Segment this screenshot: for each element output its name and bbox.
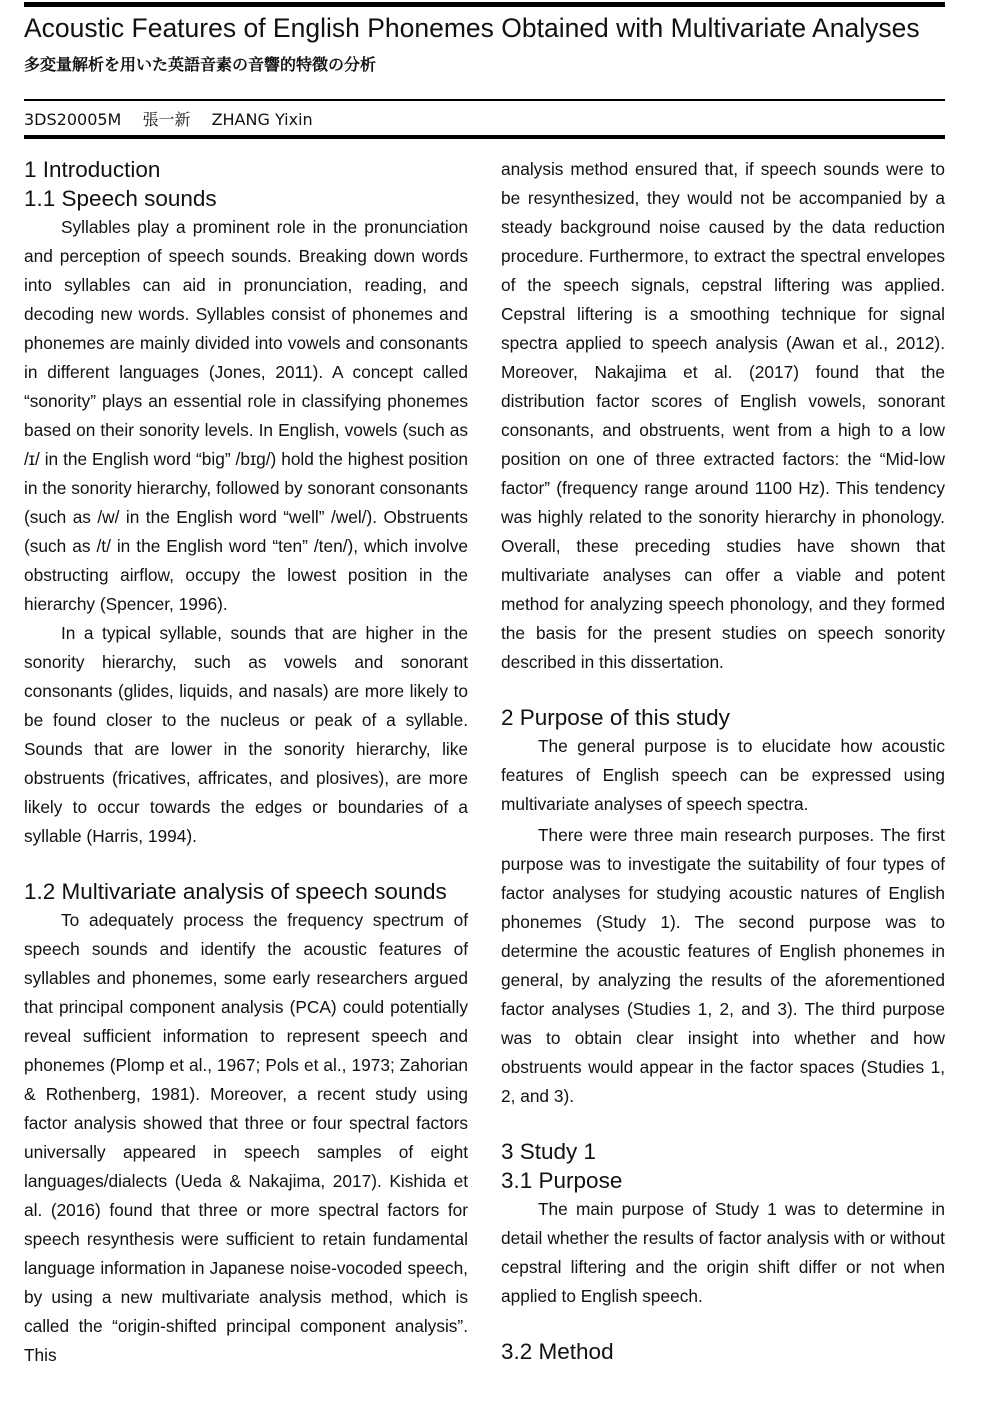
- header-divider: [24, 99, 945, 101]
- paragraph-research-purposes: There were three main research purposes. The first purpose was to investigate the suitability of four types of factor analyses for studying acoustic natures of English phonemes (Study 1). The second purpose was to determine the acoustic features of English phonemes in general, by analyzing the results of the aforementioned factor analyses (Studies 1, 2, and 3). The third purpose was to obtain clear insight into whether and how obstruents would appear in the factor spaces (Studies 1, 2, and 3).: [501, 825, 945, 1106]
- paper-title: Acoustic Features of English Phonemes Obtained with Multivariate Analyses: [24, 13, 920, 43]
- paragraph-study-1-purpose: The main purpose of Study 1 was to determine in detail whether the results of factor analysis with or without cepstral liftering and the origin shift differ or not when applied to English speech.: [501, 1199, 945, 1306]
- paragraph-typical-syllable: In a typical syllable, sounds that are higher in the sonority hierarchy, such as vowels and sonorant consonants (glides, liquids, and nasals) are more likely to be found closer to the nucleus or peak of a syllable. Sounds that are lower in the sonority hierarchy, like obstruents (fricatives, affricates, and plosives), are more likely to occur towards the edges or boundaries of a syllable (Harris, 1994).: [24, 623, 468, 846]
- header-bottom-rule: [24, 135, 945, 139]
- heading-study-1: 3 Study 1: [501, 1139, 597, 1164]
- paragraph-frequency-spectrum: To adequately process the frequency spectrum of speech sounds and identify the acoustic features of syllables and phonemes, some early researchers argued that principal component analysis (PCA) could potentially reveal sufficient information to represent speech and phonemes (Plomp et al., 1967; Pols et al., 1973; Zahorian & Rothenberg, 1981). Moreover, a recent study using factor analysis showed that three or four spectral factors universally appeared in speech samples of eight languages/dialects (Ueda & Nakajima, 2017). Kishida et al. (2016) found that three or more spectral factors for speech resynthesis were sufficient to retain fundamental language information in Japanese noise-vocoded speech, by using a new multivariate analysis method, which is called the “origin-shifted principal component analysis”. This: [24, 910, 468, 1365]
- author-line: [24, 108, 329, 132]
- heading-multivariate-analysis: 1.2 Multivariate analysis of speech sounds: [24, 879, 447, 904]
- paragraph-analysis-method-continued: analysis method ensured that, if speech sounds were to be resynthesized, they would not be accompanied by a steady background noise caused by the data reduction procedure. Furthermore, to extract the spectral envelopes of the speech signals, cepstral liftering was applied. Cepstral liftering is a smoothing technique for signal spectra applied to speech analysis (Awan et al., 2012). Moreover, Nakajima et al. (2017) found that the distribution factor scores of English vowels, sonorant consonants, and obstruents, went from a high to a low position on one of three extracted factors: the “Mid-low factor” (frequency range around 1100 Hz). This tendency was highly related to the sonority hierarchy in phonology. Overall, these preceding studies have shown that multivariate analyses can offer a viable and potent method for analyzing speech phonology, and they formed the basis for the present studies on speech sonority described in this dissertation.: [501, 159, 945, 672]
- author-name-english: ZHANG Yixin: [211, 110, 313, 129]
- heading-purpose-of-study: 2 Purpose of this study: [501, 705, 730, 730]
- right-column: [501, 155, 945, 1366]
- paragraph-general-purpose: The general purpose is to elucidate how acoustic features of English speech can be expressed using multivariate analyses of speech spectra.: [501, 736, 945, 814]
- left-column: [24, 155, 468, 1370]
- student-id: 3DS20005M: [24, 110, 122, 129]
- top-rule: [24, 2, 945, 7]
- author-name-japanese: 張一新: [142, 110, 191, 129]
- heading-introduction: 1 Introduction: [24, 157, 161, 182]
- paragraph-syllables: Syllables play a prominent role in the pronunciation and perception of speech sounds. Breaking down words into syllables can aid in pronunciation, reading, and decoding new words. Syllables consist of phonemes and phonemes are mainly divided into vowels and consonants in different languages (Jones, 2011). A concept called “sonority” plays an essential role in classifying phonemes based on their sonority levels. In English, vowels (such as /ɪ/ in the English word “big” /bɪg/) hold the highest position in the sonority hierarchy, followed by sonorant consonants (such as /w/ in the English word “well” /wel/). Obstruents (such as /t/ in the English word “ten” /ten/), which involve obstructing airflow, occupy the lowest position in the hierarchy (Spencer, 1996).: [24, 217, 468, 614]
- heading-speech-sounds: 1.1 Speech sounds: [24, 186, 217, 211]
- heading-study-1-method: 3.2 Method: [501, 1339, 614, 1364]
- heading-study-1-purpose: 3.1 Purpose: [501, 1168, 623, 1193]
- paper-subtitle-japanese: 多変量解析を用いた英語音素の音響的特徴の分析: [24, 55, 377, 74]
